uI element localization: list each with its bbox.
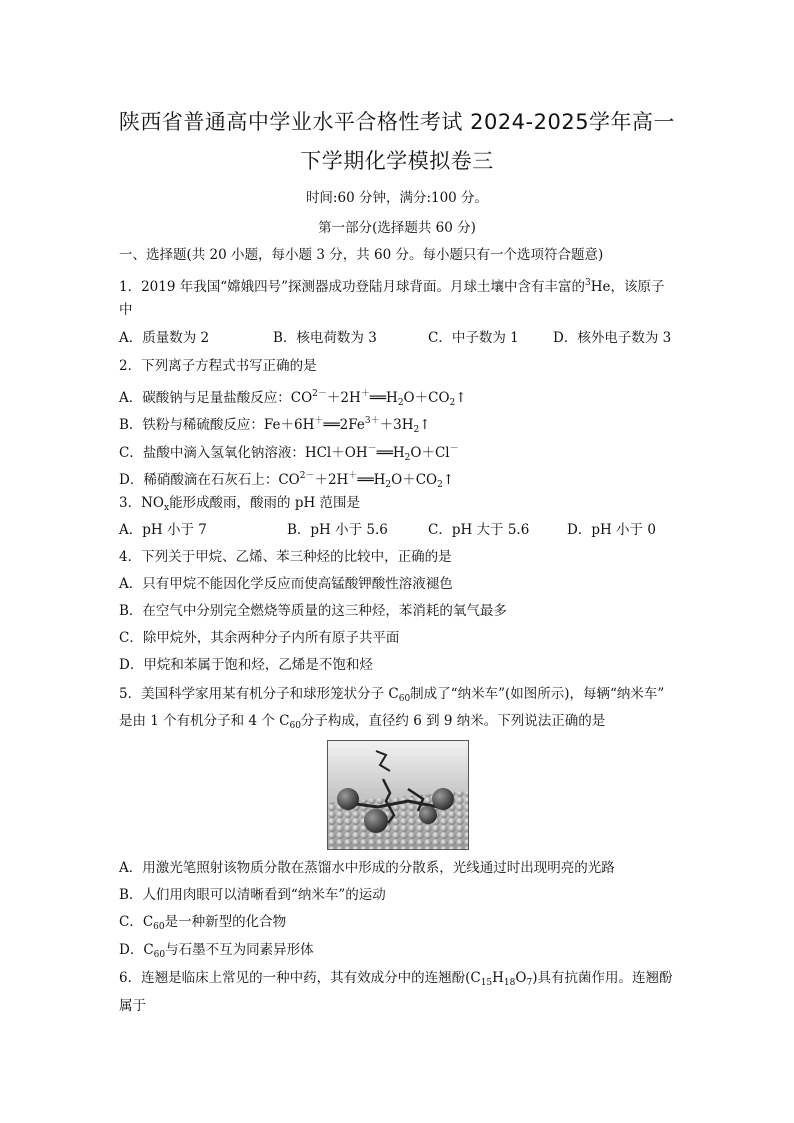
q5-option-c: [119, 913, 286, 936]
q3-option-b: B．pH 小于 5.6: [287, 522, 388, 538]
question-5-stem-line-1: [119, 685, 664, 708]
q5-d-post: 与石墨不互为同素异形体: [165, 942, 314, 958]
q6-text-c: O: [515, 970, 527, 986]
q4-option-c: C．除甲烷外，其余两种分子内所有原子共平面: [119, 630, 400, 646]
q1-option-d: D．核外电子数为 3: [553, 330, 672, 346]
q6-sub-2: 18: [503, 978, 516, 988]
title-line-1: 陕西省普通高中学业水平合格性考试 2024-2025学年高一: [118, 110, 676, 134]
q2-d-text: D．稀硝酸滴在石灰石上：CO: [119, 472, 300, 488]
q5-sub-60b: 60: [289, 721, 301, 731]
question-4-stem: 4．下列关于甲烷、乙烯、苯三种烃的比较中，正确的是: [119, 549, 452, 565]
q2-option-c: C．盐酸中滴入氢氧化钠溶液：$HCl+OH^-══H_2O+Cl^-$: [119, 444, 459, 463]
q6-text-d: )具有抗菌作用。连翘酚: [532, 970, 673, 986]
question-1-stem: [119, 274, 665, 296]
q3-option-c: C．pH 大于 5.6: [428, 522, 530, 538]
q3-text-b: 能形成酸雨，酸雨的 pH 范围是: [169, 495, 361, 511]
q5-d-sub: 60: [153, 950, 166, 960]
section-heading: 一、选择题(共 20 小题，每小题 3 分，共 60 分。每小题只有一个选项符合题意): [119, 247, 604, 263]
part-heading: 第一部分(选择题共 60 分): [318, 220, 476, 236]
q2-a-text: A．碳酸钠与足量盐酸反应：CO: [119, 390, 313, 406]
q4-option-b: B．在空气中分别完全燃烧等质量的这三种烃，苯消耗的氧气最多: [119, 603, 507, 619]
q2-option-d: D．稀硝酸滴在石灰石上：$CO^{2-}+2H^+══H_2O+CO_2↑$: [119, 471, 455, 490]
q5-c-sub: 60: [153, 922, 165, 932]
q6-text-b: H: [492, 970, 504, 986]
q4-option-d: D．甲烷和苯属于饱和烃，乙烯是不饱和烃: [119, 657, 373, 673]
q4-option-a: A．只有甲烷不能因化学反应而使高锰酸钾酸性溶液褪色: [119, 576, 453, 592]
time-info: 时间:60 分钟，满分:100 分。: [305, 190, 489, 206]
question-6-stem-line-1: [119, 969, 672, 992]
q5-text-a: 5．美国科学家用某有机分子和球形笼状分子 C: [119, 686, 399, 702]
q6-text-a: 6．连翘是临床上常见的一种中药，其有效成分中的连翘酚(C: [119, 970, 481, 986]
q5-text-b: 制成了“纳米车”(如图所示)，每辆“纳米车”: [410, 686, 665, 702]
q5-c-post: 是一种新型的化合物: [164, 914, 287, 930]
q1-text-b: He，该原子: [590, 279, 665, 295]
q5-option-b: B．人们用肉眼可以清晰看到“纳米车”的运动: [119, 887, 386, 903]
q1-option-a: A．质量数为 2: [119, 330, 210, 346]
nanocar-image: [327, 740, 469, 850]
q3-option-a: A．pH 小于 7: [119, 522, 207, 538]
question-1-stem-cont: 中: [119, 302, 133, 318]
title-line-2: 下学期化学模拟卷三: [300, 149, 494, 173]
q1-option-b: B．核电荷数为 3: [273, 330, 377, 346]
q2-option-b: B．铁粉与稀硫酸反应：$Fe+6H^+══2Fe^{3+}+3H_2↑$: [119, 416, 431, 435]
q5-text-d: 分子构成，直径约 6 到 9 纳米。下列说法正确的是: [300, 713, 606, 729]
question-2-stem: 2．下列离子方程式书写正确的是: [119, 358, 317, 374]
question-3-stem: [119, 494, 360, 517]
question-5-stem-line-2: [119, 712, 605, 735]
q2-option-a: A．碳酸钠与足量盐酸反应：$CO^{2-}+2H^+══H_2O+CO_2↑$: [119, 389, 467, 408]
q6-sub-1: 15: [480, 978, 493, 988]
q1-text-a: 1．2019 年我国“嫦娥四号”探测器成功登陆月球背面。月球土壤中含有丰富的: [119, 279, 586, 295]
q2-c-text: C．盐酸中滴入氢氧化钠溶液：HCl＋OH: [119, 445, 368, 461]
q5-text-c: 是由 1 个有机分子和 4 个 C: [119, 713, 290, 729]
q3-subscript: x: [163, 503, 170, 513]
q3-option-d: D．pH 小于 0: [567, 522, 656, 538]
q1-option-c: C．中子数为 1: [428, 330, 519, 346]
q5-option-a: A．用激光笔照射该物质分散在蒸馏水中形成的分散系，光线通过时出现明亮的光路: [119, 860, 615, 876]
question-6-stem-line-2: 属于: [119, 998, 146, 1014]
q3-text-a: 3．NO: [119, 495, 164, 511]
q5-sub-60: 60: [398, 694, 411, 704]
q6-sub-3: 7: [526, 978, 533, 988]
q1-superscript: 3: [585, 278, 591, 288]
q5-option-d: [119, 941, 314, 964]
q5-d-pre: D．C: [119, 942, 154, 958]
q5-c-pre: C．C: [119, 914, 154, 930]
q2-b-text: B．铁粉与稀硫酸反应：Fe＋6H: [119, 417, 315, 433]
